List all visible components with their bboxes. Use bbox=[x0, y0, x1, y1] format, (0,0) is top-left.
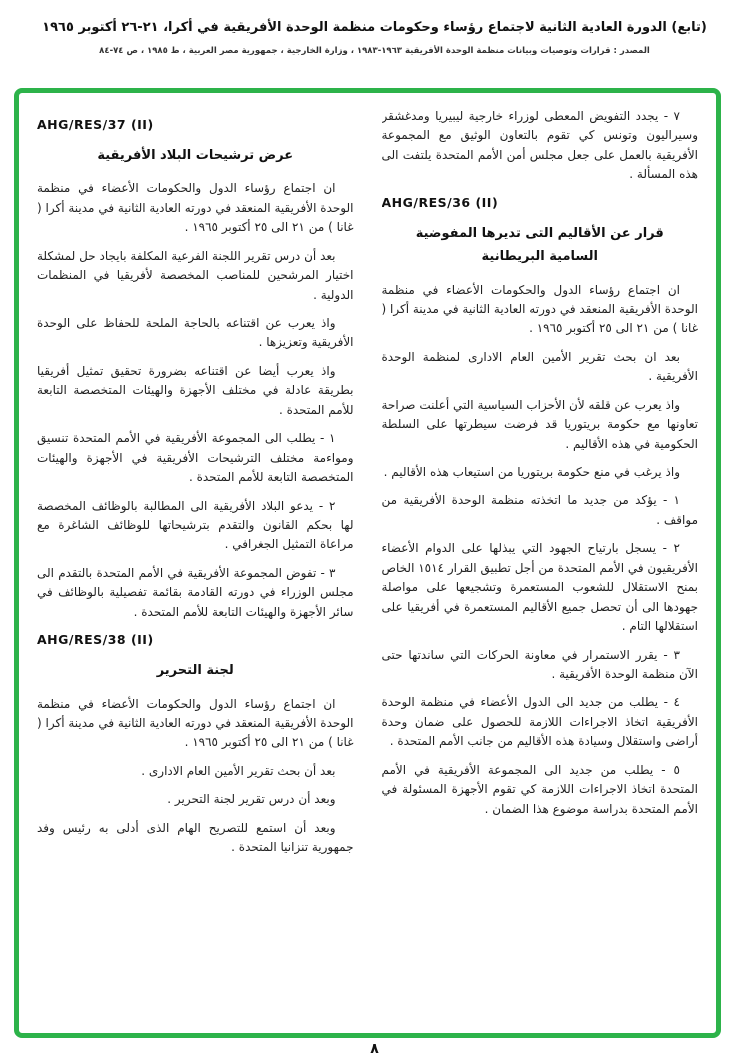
paragraph: بعد ان بحث تقرير الأمين العام الادارى لمنظمة الوحدة الأفريقية . bbox=[381, 349, 698, 384]
paragraph: واذ يرغب في منع حكومة بريتوريا من استيعاب هذه الأقاليم . bbox=[383, 465, 680, 480]
paragraph: وبعد أن درس تقرير لجنة التحرير . bbox=[167, 792, 336, 807]
paragraph: ٣ - يقرر الاستمرار في معاونة الحركات التي ساندتها حتى الآن منظمة الوحدة الأفريقية . bbox=[381, 647, 698, 681]
resolution-title: عرض ترشيحات البلاد الأفريقية bbox=[97, 148, 294, 163]
paragraph: واذ يعرب أيضا عن اقتناعه بضرورة تحقيق تمثيل أفريقيا بطريقة عادلة في مختلف الأجهزة والهيئات المتخصصة التابعة للأمم المتحدة . bbox=[37, 363, 354, 417]
paragraph: واذ يعرب عن اقتناعه بالحاجة الملحة للحفاظ على الوحدة الأفريقية وتعزيزها . bbox=[37, 316, 354, 350]
paragraph: ٢ - يسجل بارتياح الجهود التي يبذلها على الدوام الأعضاء الأفريقيون في الأمم المتحدة من أجل تطبيق القرار ١٥١٤ الخاص بمنح الاستقلال للشعوب المستعمرة وتشجيعها على مواصلة جهودها الى أن تحصل جميع الأقاليم المستعمرة في أفريقيا على استقلالها التام . bbox=[381, 541, 698, 634]
paragraph: ان اجتماع رؤساء الدول والحكومات الأعضاء في منظمة الوحدة الأفريقية المنعقد في دورته العادية الثانية في مدينة أكرا ( غانا ) من ٢١ الى ٢٥ أكتوبر ١٩٦٥ . bbox=[37, 696, 354, 750]
paragraph: ١ - يؤكد من جديد ما اتخذته منظمة الوحدة الأفريقية من مواقف . bbox=[381, 493, 698, 527]
column-right bbox=[382, 107, 699, 1023]
column-left bbox=[37, 107, 354, 1023]
paragraph: ٥ - يطلب من جديد الى المجموعة الأفريقية في الأمم المتحدة اتخاذ الاجراءات اللازمة كي تقوم الأجهزة المسئولة في الأمم المتحدة بدراسة موضوع هذا الضمان . bbox=[381, 762, 698, 816]
paragraph: ان اجتماع رؤساء الدول والحكومات الأعضاء في منظمة الوحدة الأفريقية المنعقد في دورته العادية الثانية في مدينة أكرا ( غانا ) من ٢١ الى ٢٥ أكتوبر ١٩٦٥ . bbox=[37, 181, 354, 235]
paragraph: ان اجتماع رؤساء الدول والحكومات الأعضاء في منظمة الوحدة الأفريقية المنعقد في دورته العادية الثانية في مدينة أكرا ( غانا ) من ٢١ الى ٢٥ أكتوبر ١٩٦٥ . bbox=[381, 282, 698, 336]
paragraph: ٣ - تفوض المجموعة الأفريقية في الأمم المتحدة بالتقدم الى مجلس الوزراء في دورته القادمة بقائمة تفصيلية بالوظائف في سائر الأجهزة والهيئات التابعة للأمم المتحدة . bbox=[37, 565, 354, 619]
page-header bbox=[20, 18, 729, 58]
paragraph: بعد أن بحث تقرير الأمين العام الادارى . bbox=[141, 763, 336, 778]
paragraph: ٧ - يجدد التفويض المعطى لوزراء خارجية ليبيريا ومدغشقر وسيراليون وتونس كي تقوم بالتعاون الوثيق مع المجموعة الأفريقية بالعمل على جعل مجلس أمن الأمم المتحدة يلتفت الى هذه المسألة . bbox=[381, 109, 698, 182]
content-border-box bbox=[14, 88, 721, 1038]
resolution-code: AHG/RES/37 (II) bbox=[37, 117, 154, 132]
paragraph: واذ يعرب عن قلقه لأن الأحزاب السياسية التي أعلنت صراحة تعاونها مع حكومة بريتوريا قد فرضت سيطرتها على السلطة الحكومية في هذه الأقاليم . bbox=[381, 397, 698, 451]
paragraph: ٢ - يدعو البلاد الأفريقية الى المطالبة بالوظائف المخصصة لها بحكم القانون والتقدم بترشيحاتها للوظائف الشاغرة مع مراعاة التمثيل الجغرافي . bbox=[37, 498, 354, 552]
paragraph: ٤ - يطلب من جديد الى الدول الأعضاء في منظمة الوحدة الأفريقية اتخاذ الاجراءات اللازمة للحصول على ضمان وحدة أراضى واستقلال وسيادة هذه الأقاليم من جانب الأمم المتحدة . bbox=[381, 695, 698, 749]
text-columns bbox=[37, 107, 698, 1023]
header-title: (تابع) الدورة العادية الثانية لاجتماع رؤساء وحكومات منظمة الوحدة الأفريقية في أكرا، ٢١-٢٦ أكتوبر ١٩٦٥ bbox=[42, 20, 707, 35]
paragraph: بعد أن درس تقرير اللجنة الفرعية المكلفة بايجاد حل لمشكلة اختيار المرشحين للمناصب المخصصة لأفريقيا في المنظمات الدولية . bbox=[37, 248, 354, 302]
resolution-code: AHG/RES/36 (II) bbox=[381, 194, 499, 210]
page-number: ٨ bbox=[370, 1041, 379, 1057]
header-source-line: المصدر : قرارات وتوصيات وبيانات منظمة الوحدة الأفريقية ١٩٦٣-١٩٨٣ ، وزارة الخارجية ، جمهورية مصر العربية ، ط ١٩٨٥ ، ص ٧٤-٨٤ bbox=[99, 45, 650, 56]
resolution-title: لجنة التحرير bbox=[156, 663, 234, 679]
paragraph: وبعد أن استمع للتصريح الهام الذى أدلى به رئيس وفد جمهورية تنزانيا المتحدة . bbox=[37, 820, 354, 855]
resolution-code: AHG/RES/38 (II) bbox=[37, 632, 154, 648]
resolution-title: قرار عن الأقاليم التى تديرها المفوضية السامية البريطانية bbox=[415, 225, 664, 265]
paragraph: ١ - يطلب الى المجموعة الأفريقية في الأمم المتحدة تنسيق ومواءمة مختلف الترشيحات الأفريقية في الأجهزة والهيئات المتخصصة التابعة للأمم المتحدة . bbox=[37, 431, 354, 485]
